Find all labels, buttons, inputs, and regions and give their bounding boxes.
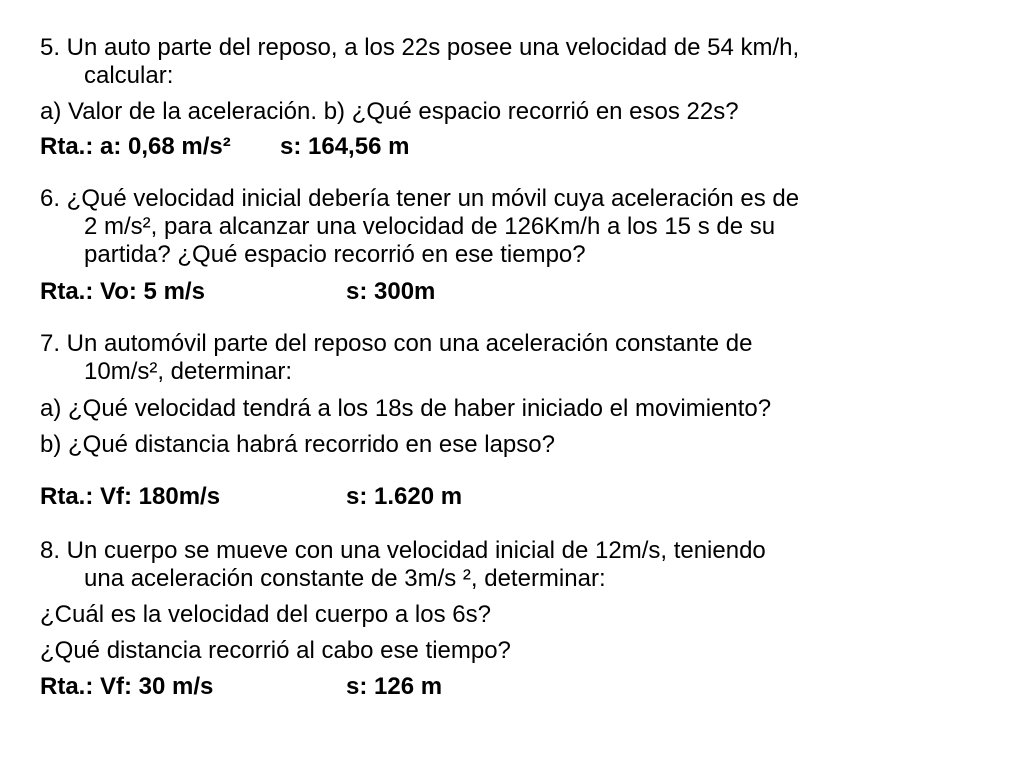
problem-7-question-a: a) ¿Qué velocidad tendrá a los 18s de haber iniciado el movimiento? xyxy=(40,395,772,422)
problem-5-statement-line-2: calcular: xyxy=(84,62,174,89)
problem-8-answer-velocity: Rta.: Vf: 30 m/s xyxy=(40,673,214,700)
problem-5-answer-acceleration: Rta.: a: 0,68 m/s² xyxy=(40,133,231,160)
problem-7-statement-line-1: 7. Un automóvil parte del reposo con una aceleración constante de xyxy=(40,330,753,357)
problem-7-question-b: b) ¿Qué distancia habrá recorrido en ese lapso? xyxy=(40,431,555,458)
problem-8-question-1: ¿Cuál es la velocidad del cuerpo a los 6s? xyxy=(40,601,491,628)
problem-5-statement-line-1: 5. Un auto parte del reposo, a los 22s posee una velocidad de 54 km/h, xyxy=(40,34,800,61)
problem-7-answer-distance: s: 1.620 m xyxy=(346,483,463,510)
problem-5-answer-distance: s: 164,56 m xyxy=(280,133,410,160)
problem-6-statement-line-2: 2 m/s², para alcanzar una velocidad de 126Km/h a los 15 s de su xyxy=(84,213,776,240)
problem-8-question-2: ¿Qué distancia recorrió al cabo ese tiempo? xyxy=(40,637,511,664)
problem-6-answer-distance: s: 300m xyxy=(346,278,436,305)
problem-6-statement-line-1: 6. ¿Qué velocidad inicial debería tener un móvil cuya aceleración es de xyxy=(40,185,800,212)
problem-7-answer-velocity: Rta.: Vf: 180m/s xyxy=(40,483,221,510)
problem-8-answer-distance: s: 126 m xyxy=(346,673,443,700)
problem-6-statement-line-3: partida? ¿Qué espacio recorrió en ese tiempo? xyxy=(84,241,586,268)
problem-6-answer-velocity: Rta.: Vo: 5 m/s xyxy=(40,278,205,305)
problem-8-statement-line-2: una aceleración constante de 3m/s ², determinar: xyxy=(84,565,606,592)
problem-8-statement-line-1: 8. Un cuerpo se mueve con una velocidad inicial de 12m/s, teniendo xyxy=(40,537,766,564)
problem-7-statement-line-2: 10m/s², determinar: xyxy=(84,358,293,385)
problem-5-questions: a) Valor de la aceleración. b) ¿Qué espacio recorrió en esos 22s? xyxy=(40,98,739,125)
